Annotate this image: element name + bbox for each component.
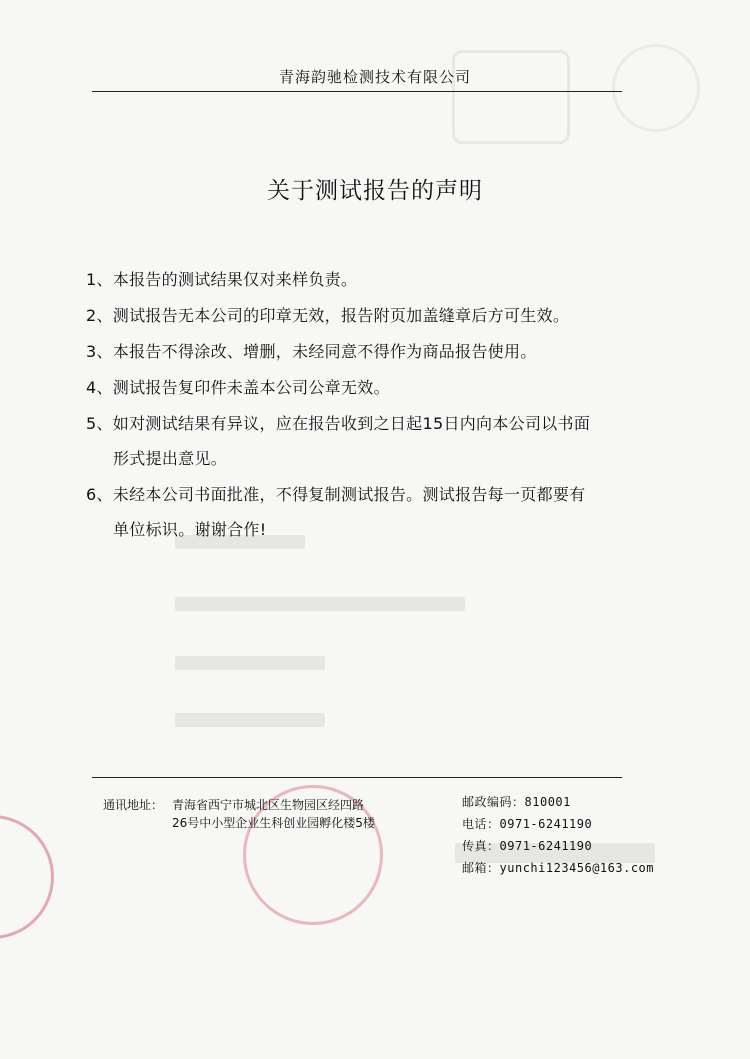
page-title: 关于测试报告的声明 xyxy=(267,178,483,204)
address-line-2: 26号中小型企业生科创业园孵化楼5楼 xyxy=(172,816,375,830)
phone-row xyxy=(462,815,592,832)
address-label: 通讯地址： xyxy=(103,798,164,812)
postcode-value: 810001 xyxy=(524,795,571,809)
clause-5 xyxy=(86,406,676,476)
clause-continuation: 单位标识。谢谢合作! xyxy=(113,520,267,539)
fax-value: 0971-6241190 xyxy=(499,839,593,853)
clause-6 xyxy=(86,477,676,547)
clause-number: 6、 xyxy=(86,485,113,504)
postcode-row xyxy=(462,793,571,810)
email-label: 邮箱： xyxy=(462,861,500,875)
clause-number: 2、 xyxy=(86,306,113,325)
clause-text: 测试报告无本公司的印章无效，报告附页加盖缝章后方可生效。 xyxy=(112,306,570,325)
clause-continuation: 形式提出意见。 xyxy=(113,449,228,468)
clause-text: 本报告的测试结果仅对来样负责。 xyxy=(112,270,358,289)
postcode-label: 邮政编码： xyxy=(462,795,525,809)
clause-number: 3、 xyxy=(86,342,113,361)
ghost-cma-seal xyxy=(452,50,570,144)
phone-label: 电话： xyxy=(462,817,500,831)
clause-text: 未经本公司书面批准，不得复制测试报告。测试报告每一页都要有 xyxy=(112,485,586,504)
footer-divider xyxy=(92,777,622,778)
address-line-1: 青海省西宁市城北区生物园区经四路 xyxy=(172,798,365,812)
header-divider xyxy=(92,91,622,92)
fax-row xyxy=(462,837,592,854)
clause-text: 如对测试结果有异议，应在报告收到之日起15日内向本公司以书面 xyxy=(112,414,591,433)
fax-label: 传真： xyxy=(462,839,500,853)
red-stamp-left xyxy=(0,815,54,939)
email-value: yunchi123456@163.com xyxy=(499,861,655,875)
ghost-text-line xyxy=(175,656,325,670)
header-company-name: 青海韵驰检测技术有限公司 xyxy=(278,68,471,86)
ghost-text-line xyxy=(175,713,325,727)
clause-3 xyxy=(86,334,676,369)
clause-1 xyxy=(86,262,676,297)
phone-value: 0971-6241190 xyxy=(499,817,593,831)
clause-text: 测试报告复印件未盖本公司公章无效。 xyxy=(112,378,390,397)
clause-4 xyxy=(86,370,676,405)
clause-2 xyxy=(86,298,676,333)
email-row xyxy=(462,859,654,876)
ghost-flask-seal xyxy=(612,44,700,132)
clause-number: 5、 xyxy=(86,414,113,433)
ghost-text-line xyxy=(175,597,465,611)
declaration-list xyxy=(86,262,676,548)
clause-number: 1、 xyxy=(86,270,113,289)
clause-text: 本报告不得涂改、增删，未经同意不得作为商品报告使用。 xyxy=(112,342,537,361)
clause-number: 4、 xyxy=(86,378,113,397)
